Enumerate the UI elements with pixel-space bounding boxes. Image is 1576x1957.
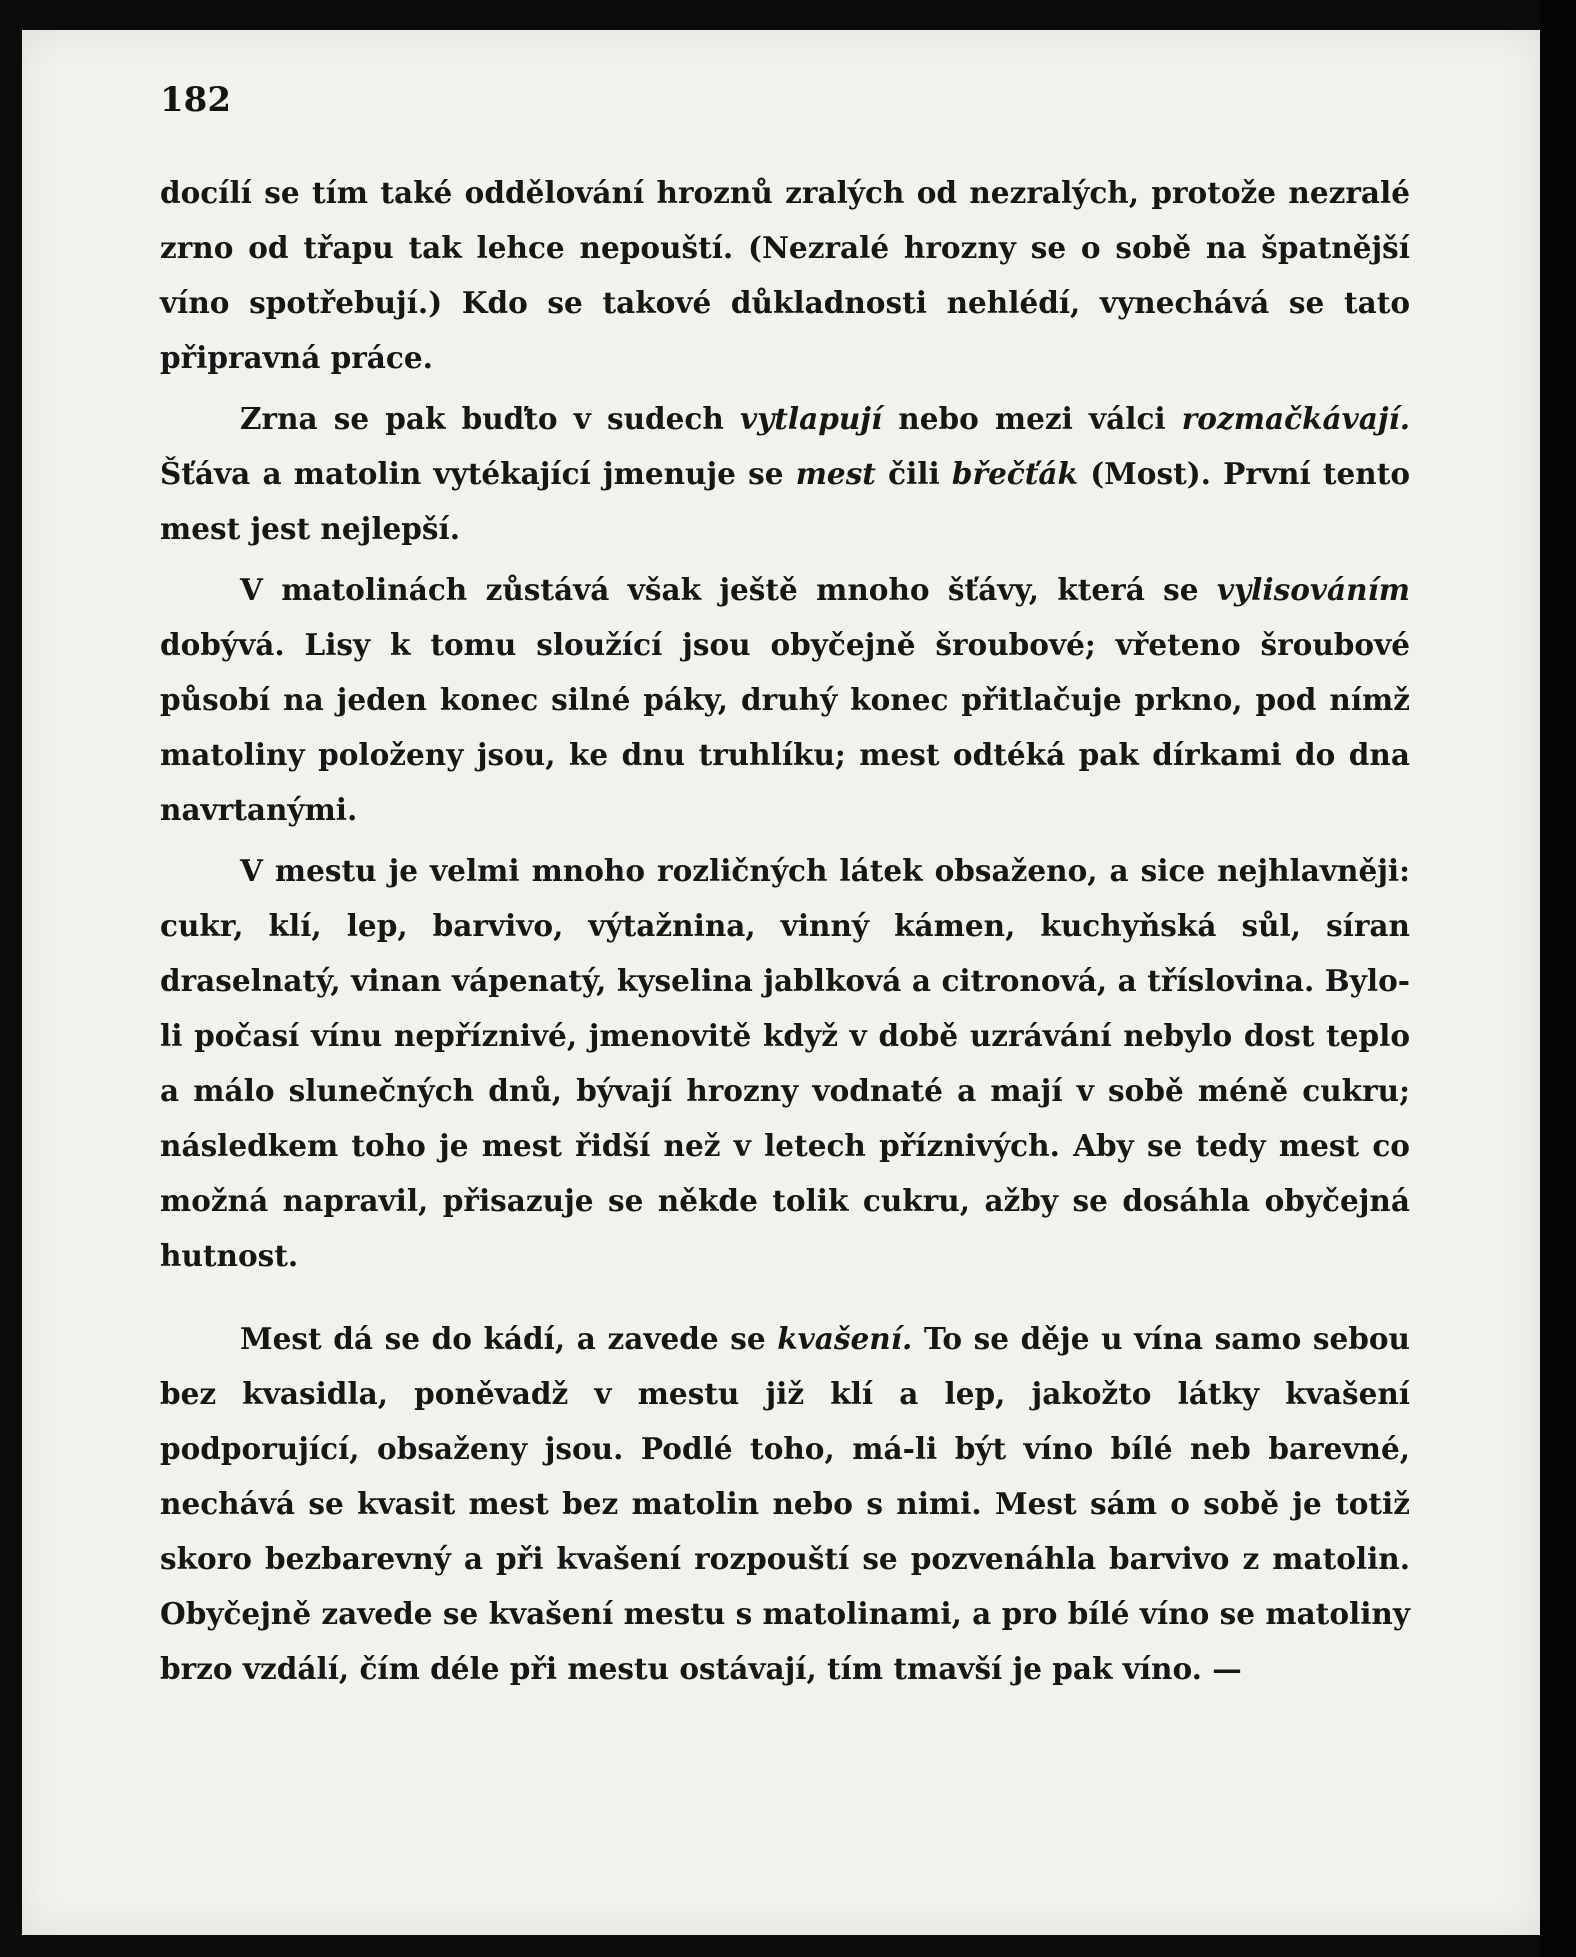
italic-term: vytlapují xyxy=(739,401,883,436)
paragraph xyxy=(160,391,1410,556)
italic-term: mest xyxy=(795,456,876,491)
text-run: dobývá. Lisy k tomu sloužící jsou obyčejně šroubové; vřeteno šroubové působí na jeden konec silné páky, druhý konec přitlačuje prkno, pod nímž matoliny položeny jsou, ke dnu truhlíku; mest odtéká pak dírkami do dna navrtanými. xyxy=(160,627,1410,827)
italic-term: břečťák xyxy=(951,456,1078,491)
italic-term: rozmačkávají. xyxy=(1181,401,1410,436)
text-run: (Most). První tento mest jest nejlepší. xyxy=(160,456,1410,546)
paragraph xyxy=(160,843,1410,1283)
text-run: Mest dá se do kádí, a zavede se xyxy=(240,1321,778,1356)
italic-term: kvašení. xyxy=(777,1321,913,1356)
paragraph xyxy=(160,562,1410,837)
paragraph xyxy=(160,165,1410,385)
page-number: 182 xyxy=(160,80,231,120)
body-text xyxy=(160,165,1410,1696)
italic-term: vylisováním xyxy=(1216,572,1410,607)
text-run: Zrna se pak buďto v sudech xyxy=(240,401,740,436)
text-run: V matolinách zůstává však ještě mnoho šťávy, která se xyxy=(240,572,1217,607)
text-run: nebo mezi válci xyxy=(882,401,1182,436)
page-edge-shadow xyxy=(1540,0,1576,1957)
paragraph xyxy=(160,1311,1410,1696)
text-run: V mestu je velmi mnoho rozličných látek obsaženo, a sice nejhlavněji: cukr, klí, lep, barvivo, výtažnina, vinný kámen, kuchyňská sůl, síran draselnatý, vinan vápenatý, kyselina jablková a citronová, a tříslovina. Bylo-li počasí vínu nepříznivé, jmenovitě když v době uzrávání nebylo dost teplo a málo slunečných dnů, bývají hrozny vodnaté a mají v sobě méně cukru; následkem toho je mest řidší než v letech příznivých. Aby se tedy mest co možná napravil, přisazuje se někde tolik cukru, ažby se dosáhla obyčejná hutnost. xyxy=(160,853,1410,1273)
text-run: čili xyxy=(875,456,952,491)
text-run: Šťáva a matolin vytékající jmenuje se xyxy=(160,456,796,491)
text-run: To se děje u vína samo sebou bez kvasidla, poněvadž v mestu již klí a lep, jakožto látky kvašení podporující, obsaženy jsou. Podlé toho, má-li být víno bílé neb barevné, nechává se kvasit mest bez matolin nebo s nimi. Mest sám o sobě je totiž skoro bezbarevný a při kvašení rozpouští se pozvenáhla barvivo z matolin. Obyčejně zavede se kvašení mestu s matolinami, a pro bílé víno se matoliny brzo vzdálí, čím déle při mestu ostávají, tím tmavší je pak víno. — xyxy=(160,1321,1410,1686)
text-run: docílí se tím také oddělování hroznů zralých od nezralých, protože nezralé zrno od třapu tak lehce nepouští. (Nezralé hrozny se o sobě na špatnější víno spotřebují.) Kdo se takové důkladnosti nehlédí, vynechává se tato připravná práce. xyxy=(160,175,1410,375)
